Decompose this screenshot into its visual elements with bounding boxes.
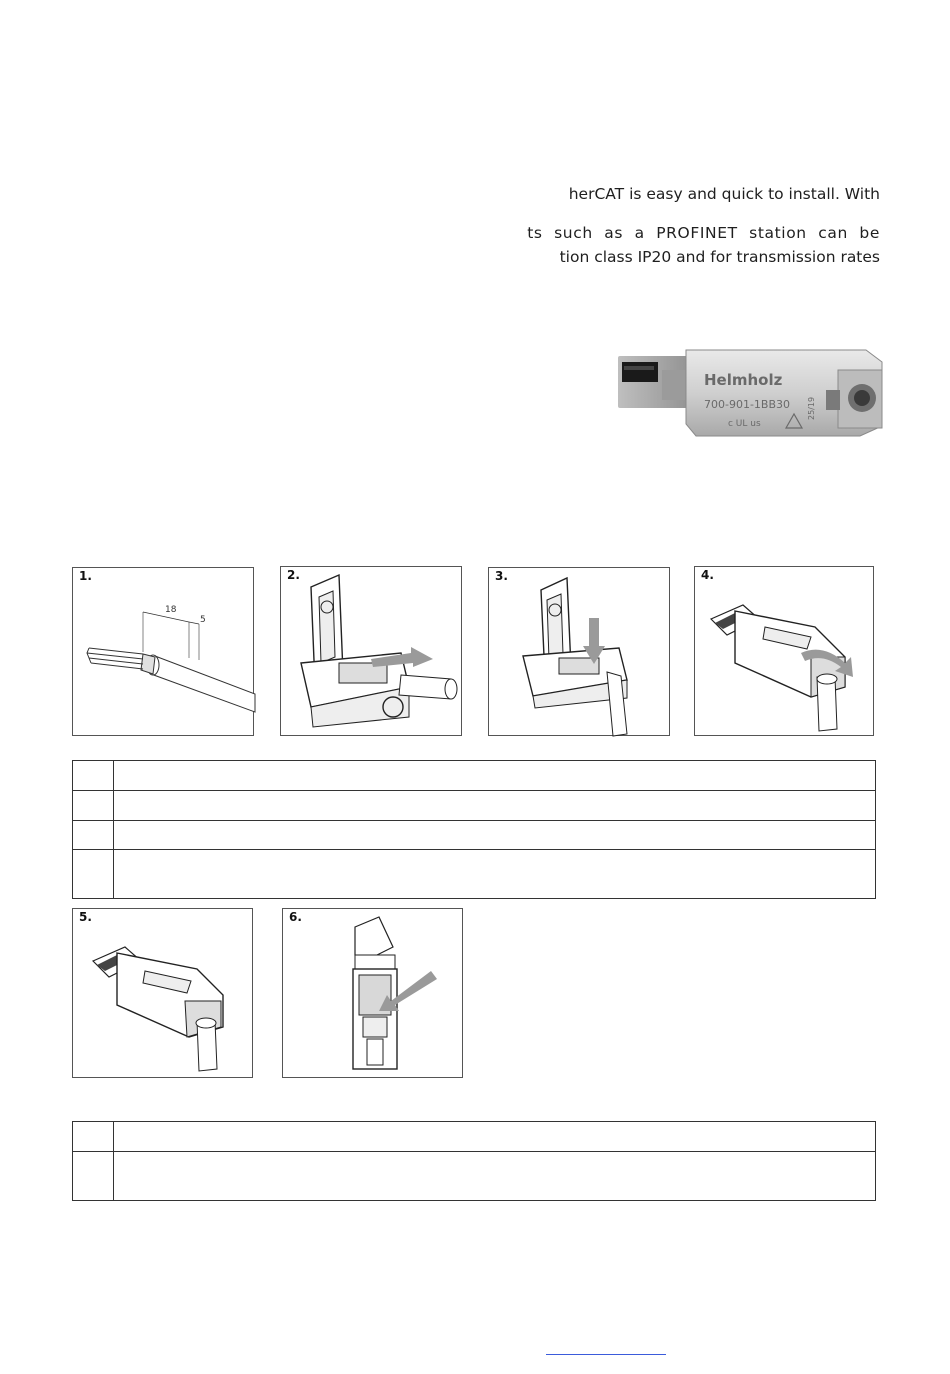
- product-photo: [600, 340, 890, 450]
- intro-paragraph: [527, 185, 880, 272]
- table-row: [73, 761, 876, 791]
- step-number: 1.: [79, 569, 92, 583]
- table-cell: [114, 821, 876, 850]
- table-row: [73, 821, 876, 850]
- intro-line: herCAT is easy and quick to install. With: [568, 185, 880, 203]
- step-1-image: [72, 567, 254, 736]
- intro-line: tion class IP20 and for transmission rates: [559, 248, 880, 266]
- step-number: 2.: [287, 568, 300, 582]
- step-number: 5.: [79, 910, 92, 924]
- step-3-image: [488, 567, 670, 736]
- table-cell: [73, 1152, 114, 1201]
- table-row: [73, 791, 876, 821]
- table-cell: [114, 850, 876, 899]
- dimension-label-b: 5: [200, 615, 206, 625]
- table-cell: [73, 761, 114, 791]
- table-cell: [73, 791, 114, 821]
- product-date-code: 25/19: [807, 396, 816, 420]
- table-cell: [114, 761, 876, 791]
- step-number: 3.: [495, 569, 508, 583]
- table-row: [73, 1122, 876, 1152]
- step-5-image: [72, 908, 253, 1078]
- table-cell: [114, 1122, 876, 1152]
- table-cell: [73, 821, 114, 850]
- intro-line: ts such as a PROFINET station can be: [527, 224, 880, 242]
- step-2-image: [280, 566, 462, 736]
- footer-link[interactable]: [546, 1354, 666, 1355]
- table-row: [73, 1152, 876, 1201]
- steps-table-1: [72, 760, 876, 899]
- product-part-number: 700-901-1BB30: [704, 398, 791, 411]
- step-number: 6.: [289, 910, 302, 924]
- product-cert-mark: c UL us: [728, 419, 761, 429]
- table-cell: [73, 850, 114, 899]
- table-cell: [114, 791, 876, 821]
- step-number: 4.: [701, 568, 714, 582]
- product-brand: Helmholz: [704, 371, 783, 389]
- table-cell: [73, 1122, 114, 1152]
- step-6-image: [282, 908, 463, 1078]
- step-4-image: [694, 566, 874, 736]
- table-cell: [114, 1152, 876, 1201]
- steps-table-2: [72, 1121, 876, 1201]
- dimension-label-a: 18: [165, 605, 177, 615]
- table-row: [73, 850, 876, 899]
